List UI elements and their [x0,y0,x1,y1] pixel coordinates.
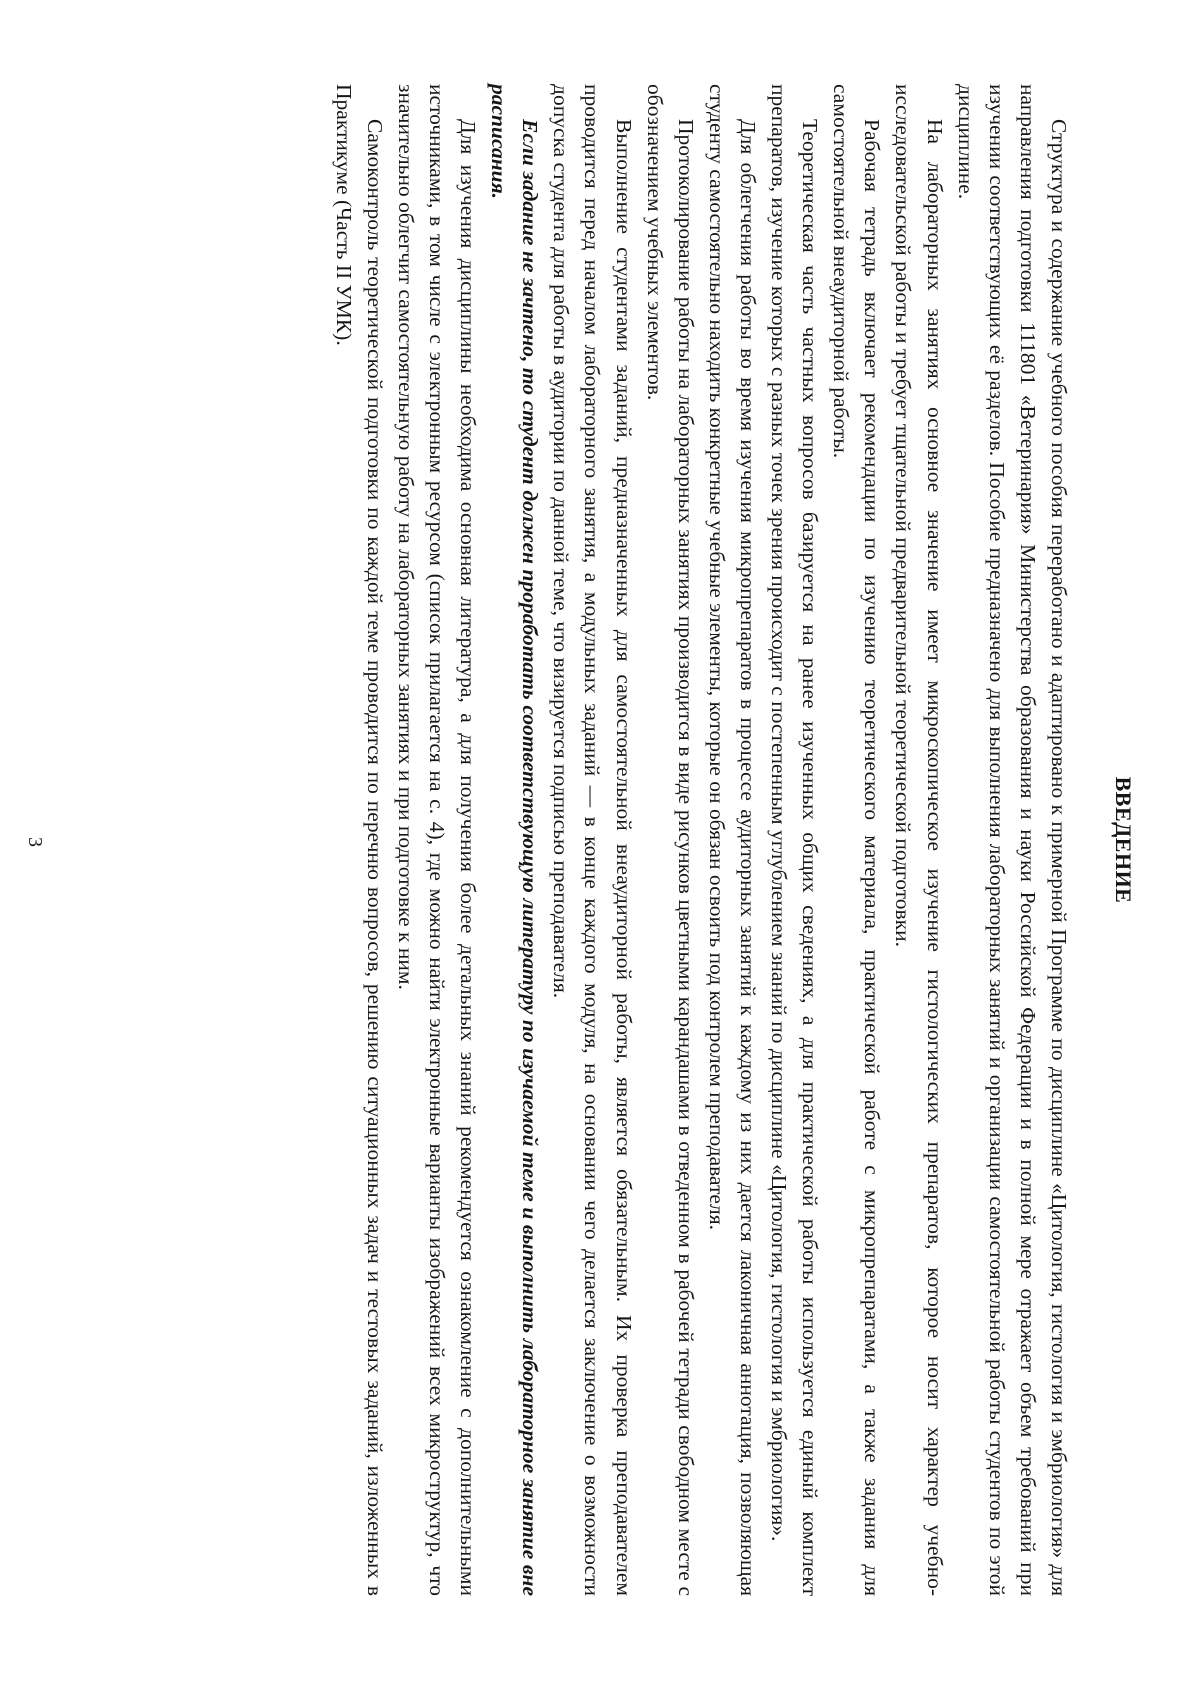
paragraph-3: Рабочая тетрадь включает рекомендации по изучению теоретического материала, практической работе с микропрепаратами, а также задания для самостоятельной внеаудиторной работы. [829,84,885,1596]
emphasis-paragraph: Если задание не зачтено, то студент должен проработать соответствующую литературу по изучаемой теме и выполнить лабораторное занятие вне расписания. [487,84,543,1596]
paragraph-5: Для облегчения работы во время изучения микропрепаратов в процессе аудиторных занятий к каждому из них дается лаконичная аннотация, позволяющая студенту самостоятельно находить конкретные учебные элементы, которые он обязан освоить под контролем преподавателя. [704,84,760,1596]
page-number: 3 [24,837,46,847]
paragraph-8: Для изучения дисциплины необходима основная литература, а для получения более детальных знаний рекомендуется ознакомление с дополнительными источниками, в том числе с электронным ресурсом (список прилагается на с. 4), где можно найти электронные варианты изображений всех микроструктур, что значительно облегчит самостоятельную работу на лабораторных занятиях и при подготовке к ним. [393,84,481,1596]
paragraph-9: Самоконтроль теоретической подготовки по каждой теме проводится по перечню вопросов, решению ситуационных задач и тестовых заданий, изложенных в Практикуме (Часть II УМК). [331,84,387,1596]
paragraph-1: Структура и содержание учебного пособия переработано и адаптировано к примерной Программе по дисциплине «Цитология, гистология и эмбриология» для направления подготовки 111801 «Ветеринария» Министерства образования и науки Российской Федерации и в полной мере отражает объем требований при изучении соответствующих её разделов. Пособие предназначено для выполнения лабораторных занятий и организации самостоятельной работы студентов по этой дисциплине. [953,84,1071,1596]
text-block [99,84,1139,1596]
paragraph-7: Выполнение студентами заданий, предназначенных для самостоятельной внеаудиторной работы, является обязательным. Их проверка преподавателем проводится перед началом лабораторного занятия, а модульных заданий — в конце каждого модуля, на основании чего делается заключение о возможности допуска студента для работы в аудитории по данной теме, что визируется подписью преподавателя. [549,84,636,1596]
paragraph-6: Протоколирование работы на лабораторных занятиях производится в виде рисунков цветными карандашами в отведенном в рабочей тетради свободном месте с обозначением учебных элементов. [642,84,698,1596]
page-title: ВВЕДЕНИЕ [1111,776,1136,904]
paragraph-2: На лабораторных занятиях основное значение имеет микроскопическое изучение гистологических препаратов, которое носит характер учебно-исследовательской работы и требует тщательной предварительной теоретической подготовки. [891,84,947,1596]
paragraph-4: Теоретическая часть частных вопросов базируется на ранее изученных общих сведениях, а для практической работы используется единый комплект препаратов, изучение которых с разных точек зрения происходит с постепенным углублением знаний по дисциплине «Цитология, гистология и эмбриология». [767,84,823,1596]
